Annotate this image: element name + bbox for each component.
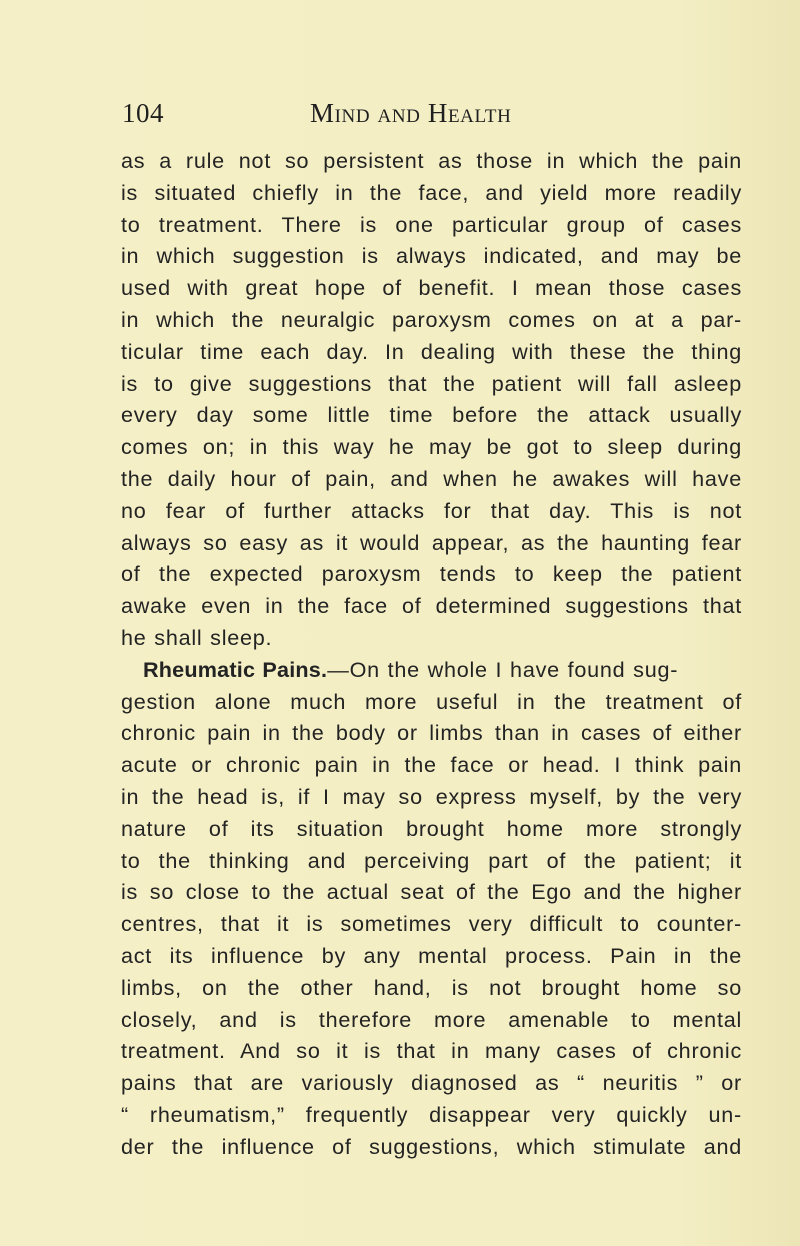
text-line: “ rheumatism,” frequently disappear very quickly un- <box>121 1101 742 1127</box>
running-head: Mind and Health <box>310 98 512 128</box>
text-line: act its influence by any mental process. Pain in the <box>121 942 742 968</box>
section-heading: Rheumatic Pains. <box>143 656 328 682</box>
text-line: used with great hope of benefit. I mean those cases <box>121 275 742 301</box>
text-line: no fear of further attacks for that day. This is not <box>121 497 742 523</box>
text-line: ticular time each day. In dealing with these the thing <box>121 338 742 364</box>
page-header <box>122 98 742 132</box>
text-line: every day some little time before the attack usually <box>121 402 742 428</box>
text-line: is so close to the actual seat of the Ego and the higher <box>121 879 742 905</box>
text-line: treatment. And so it is that in many cases of chronic <box>121 1038 742 1064</box>
text-line: is situated chiefly in the face, and yield more readily <box>121 179 742 205</box>
text-line: in which suggestion is always indicated, and may be <box>121 243 742 269</box>
text-line: comes on; in this way he may be got to sleep during <box>121 434 742 460</box>
text-line: centres, that it is sometimes very difficult to counter- <box>121 911 742 937</box>
section-line <box>121 654 742 686</box>
text-line: is to give suggestions that the patient will fall asleep <box>121 370 742 396</box>
text-line: chronic pain in the body or limbs than in cases of either <box>121 720 742 746</box>
text-line: pains that are variously diagnosed as “ neuritis ” or <box>121 1070 742 1096</box>
text-line: gestion alone much more useful in the treatment of <box>121 688 742 714</box>
text-line: acute or chronic pain in the face or head. I think pain <box>121 752 742 778</box>
text-line: of the expected paroxysm tends to keep the patient <box>121 561 742 587</box>
text-line: closely, and is therefore more amenable to mental <box>121 1006 742 1032</box>
text-line: in the head is, if I may so express myself, by the very <box>121 783 742 809</box>
text-line: awake even in the face of determined suggestions that <box>121 593 742 619</box>
text-line: in which the neuralgic paroxysm comes on at a par- <box>121 306 742 332</box>
section-text: —On the whole I have found sug- <box>327 656 679 682</box>
text-line: as a rule not so persistent as those in which the pain <box>121 148 742 173</box>
text-line: to the thinking and perceiving part of the patient; it <box>121 847 742 873</box>
text-line: der the influence of suggestions, which stimulate and <box>121 1133 742 1159</box>
page-number: 104 <box>122 98 164 128</box>
text-line: always so easy as it would appear, as the haunting fear <box>121 529 742 555</box>
text-line: nature of its situation brought home more strongly <box>121 815 742 841</box>
text-line: he shall sleep. <box>121 624 273 650</box>
text-line: limbs, on the other hand, is not brought home so <box>121 974 742 1000</box>
text-line: the daily hour of pain, and when he awakes will have <box>121 465 742 491</box>
text-line: to treatment. There is one particular group of cases <box>121 211 742 237</box>
body-text <box>121 145 742 1163</box>
